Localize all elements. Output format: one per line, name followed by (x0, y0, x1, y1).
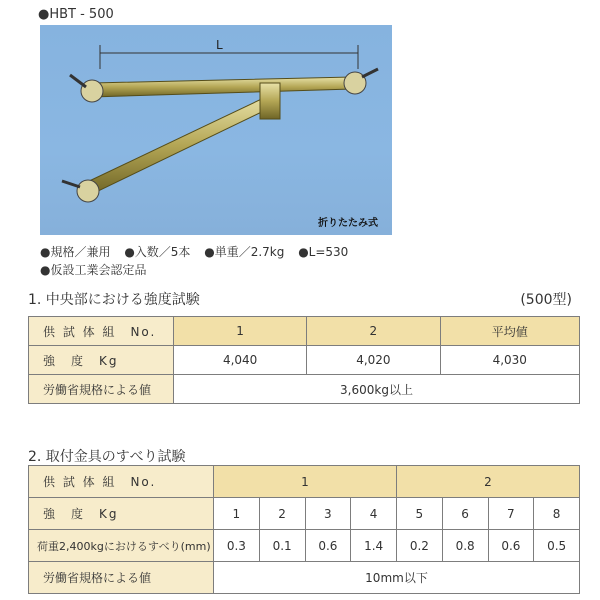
folding-bracket-illustration (40, 25, 392, 235)
spec-line-1 (40, 243, 348, 260)
table-header-row (29, 466, 580, 498)
group-1-header: 1 (214, 466, 397, 498)
slip-value: 0.8 (442, 530, 488, 562)
spec-certification: ●仮設工業会認定品 (40, 263, 147, 277)
slip-test-table (28, 465, 580, 594)
slip-value: 0.3 (214, 530, 260, 562)
strength-average: 4,030 (440, 346, 580, 375)
header-specimen: 供 試 体 組 No. (29, 466, 214, 498)
strength-label: 強 度 Kg (29, 346, 174, 375)
slip-value: 0.5 (534, 530, 580, 562)
model-note: (500型) (520, 292, 572, 308)
strength-value: 4,040 (174, 346, 307, 375)
header-no-2: 2 (307, 317, 440, 346)
specimen-no: 5 (397, 498, 443, 530)
slip-value: 0.6 (488, 530, 534, 562)
folding-caption: 折りたたみ式 (318, 218, 378, 229)
dimension-label: L (216, 38, 223, 52)
table-row (29, 530, 580, 562)
header-no-1: 1 (174, 317, 307, 346)
header-specimen: 供 試 体 組 No. (29, 317, 174, 346)
spec-quantity: ●入数／5本 (124, 245, 191, 259)
model-title: ●HBT - 500 (38, 7, 114, 22)
table-row (29, 375, 580, 404)
specimen-no: 2 (259, 498, 305, 530)
slip-value: 0.6 (305, 530, 351, 562)
section1-title: 1. 中央部における強度試験 (28, 292, 200, 308)
table-row (29, 562, 580, 594)
strength-label: 強 度 Kg (29, 498, 214, 530)
table-header-row (29, 317, 580, 346)
spec-unit-weight: ●単重／2.7kg (204, 245, 285, 259)
strength-test-table (28, 316, 580, 404)
spec-length: ●L=530 (298, 245, 349, 259)
slip-value: 0.2 (397, 530, 443, 562)
specimen-no: 4 (351, 498, 397, 530)
specimen-no: 3 (305, 498, 351, 530)
standard-label: 労働省規格による値 (29, 375, 174, 404)
strength-value: 4,020 (307, 346, 440, 375)
section2-title: 2. 取付金具のすべり試験 (28, 449, 186, 465)
table-row (29, 498, 580, 530)
slip-label: 荷重2,400kgにおけるすべり(mm) (29, 530, 214, 562)
specimen-no: 1 (214, 498, 260, 530)
specimen-no: 7 (488, 498, 534, 530)
slip-value: 0.1 (259, 530, 305, 562)
specimen-no: 8 (534, 498, 580, 530)
group-2-header: 2 (397, 466, 580, 498)
standard-value: 10mm以下 (214, 562, 580, 594)
header-average: 平均値 (440, 317, 580, 346)
product-photo (40, 25, 392, 235)
specimen-no: 6 (442, 498, 488, 530)
standard-value: 3,600kg以上 (174, 375, 580, 404)
spec-standard: ●規格／兼用 (40, 245, 111, 259)
slip-value: 1.4 (351, 530, 397, 562)
standard-label: 労働省規格による値 (29, 562, 214, 594)
table-row (29, 346, 580, 375)
